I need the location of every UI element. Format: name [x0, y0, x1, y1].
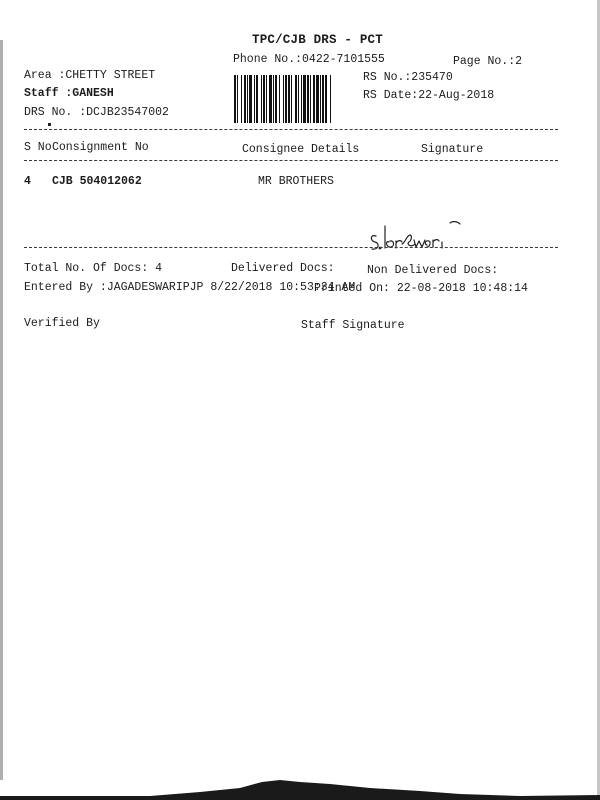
delivered-docs: Delivered Docs:	[231, 262, 335, 275]
handwritten-signature	[366, 218, 486, 256]
rs-date: RS Date:22-Aug-2018	[363, 89, 495, 102]
area-label: Area :CHETTY STREET	[24, 69, 156, 82]
rs-number: RS No.:235470	[363, 71, 453, 84]
row-consignment-no: CJB 504012062	[52, 175, 142, 188]
row-consignee: MR BROTHERS	[258, 175, 334, 188]
printed-on: Printed On: 22-08-2018 10:48:14	[314, 282, 528, 295]
page-number: Page No.:2	[453, 55, 523, 68]
entered-by: Entered By :JAGADESWARIPJP 8/22/2018 10:53:34 AM	[24, 281, 356, 294]
total-docs: Total No. Of Docs: 4	[24, 262, 163, 275]
scan-edge-bottom	[0, 760, 600, 800]
drs-number: DRS No. :DCJB23547002	[24, 106, 169, 119]
rule-tick-mark	[48, 123, 51, 126]
document-title: TPC/CJB DRS - PCT	[252, 33, 383, 47]
column-sno: S No	[24, 141, 52, 154]
phone-number: Phone No.:0422-7101555	[233, 53, 385, 66]
body-divider	[24, 247, 558, 248]
staff-signature-label: Staff Signature	[301, 319, 405, 332]
column-signature: Signature	[421, 143, 484, 156]
row-sno: 4	[24, 175, 31, 188]
verified-by-label: Verified By	[24, 317, 100, 330]
barcode-image	[232, 75, 354, 123]
column-header-divider	[24, 160, 558, 161]
non-delivered-docs: Non Delivered Docs:	[367, 264, 499, 277]
scan-edge-left	[0, 40, 3, 780]
column-consignee-details: Consignee Details	[242, 143, 360, 156]
header-divider	[24, 129, 558, 130]
staff-label: Staff :GANESH	[24, 87, 114, 100]
column-consignment-no: Consignment No	[52, 141, 149, 154]
